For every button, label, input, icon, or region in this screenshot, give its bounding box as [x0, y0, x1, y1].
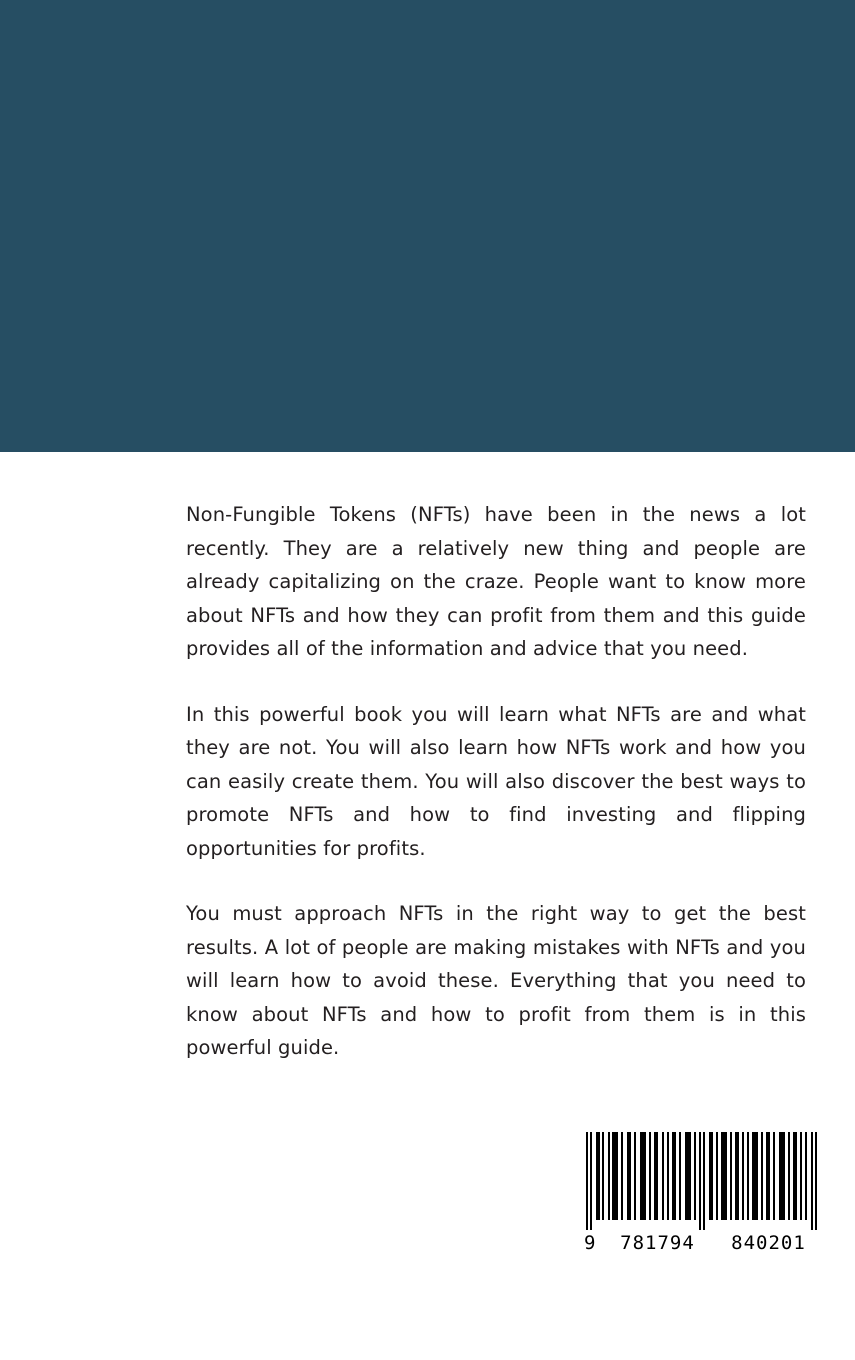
isbn-barcode	[578, 1128, 830, 1258]
barcode-left-group: 781794	[620, 1232, 695, 1254]
barcode-lead-digit: 9	[584, 1232, 597, 1254]
top-color-band	[0, 0, 855, 452]
blurb-paragraph-2: In this powerful book you will learn what NFTs are and what they are not. You will also learn how NFTs work and how you can easily create them. You will also discover the best ways to promote NFTs and how to find investing and flipping opportunities for profits.	[186, 702, 806, 860]
barcode-right-group: 840201	[731, 1232, 806, 1254]
barcode-number	[584, 1232, 824, 1254]
blurb-paragraph-3: You must approach NFTs in the right way to get the best results. A lot of people are making mistakes with NFTs and you will learn how to avoid these. Everything that you need to know about NFTs and how to profit from them is in this powerful guide.	[186, 902, 806, 1059]
back-cover-blurb	[186, 498, 806, 1065]
blurb-paragraph-1: Non-Fungible Tokens (NFTs) have been in the news a lot recently. They are a relatively new thing and people are already capitalizing on the craze. People want to know more about NFTs and how they can profit from them and this guide provides all of the information and advice that you need.	[186, 503, 806, 660]
barcode-bars-icon	[584, 1132, 824, 1230]
